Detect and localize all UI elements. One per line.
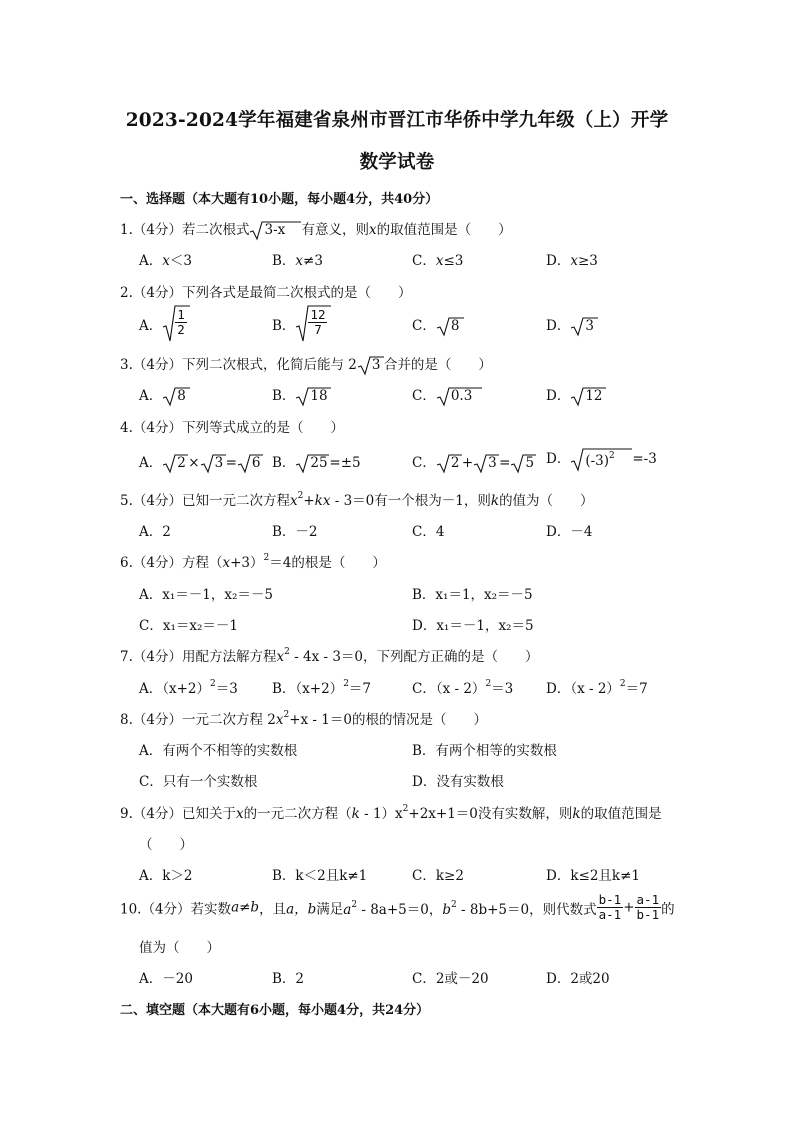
question-9-bracket: （ ） — [139, 837, 193, 853]
question-4: 4.（4分）下列等式成立的是（ ） — [120, 420, 344, 436]
q5-option-c[interactable]: C．4 — [412, 524, 445, 540]
q3-option-b[interactable]: B． 18 — [272, 384, 331, 407]
q7-option-b[interactable]: B．$(x+2)^2=7$ — [272, 679, 372, 697]
q9-option-c[interactable]: C．k≥2 — [412, 868, 464, 884]
q9-option-a[interactable]: A．k＞2 — [139, 868, 193, 884]
q6-option-d[interactable]: D．x₁＝－1，x₂＝5 — [412, 618, 534, 634]
q1-option-c[interactable]: C．x≤3 — [412, 253, 464, 269]
q3-option-c[interactable]: C． 0.3 — [412, 384, 482, 407]
q10-option-c[interactable]: C．2或－20 — [412, 971, 489, 987]
q3-option-a[interactable]: A． 8 — [139, 384, 190, 407]
q1-option-d[interactable]: D．x≥3 — [546, 253, 598, 269]
question-2: 2.（4分）下列各式是最简二次根式的是（ ） — [120, 285, 412, 301]
question-9: 9.（4分）已知关于x的一元二次方程$(k - 1)x^2+2x+1=0$没有实数解，则k的取值范围是 — [120, 804, 662, 822]
exam-title-line2: 数学试卷 — [359, 152, 435, 173]
q7-option-d[interactable]: D．（x - 2）$^2$＝7 — [546, 679, 648, 697]
q9-option-b[interactable]: B．k＜2且k≠1 — [272, 868, 368, 884]
q4-option-d[interactable]: D． $(-3)^2$ =-3 — [546, 450, 657, 469]
q2-option-d[interactable]: D． 3 — [546, 314, 598, 337]
radical-sign: 3-x — [249, 221, 301, 241]
q10-option-d[interactable]: D．2或20 — [546, 971, 610, 987]
exam-title-line1: 2023-2024学年福建省泉州市晋江市华侨中学九年级（上）开学 — [125, 110, 669, 131]
question-10-continuation: 值为（ ） — [139, 940, 220, 956]
question-7: 7.（4分）用配方法解方程$x^2 - 4x - 3=0$，下列配方正确的是（ ） — [120, 647, 539, 665]
q5-option-a[interactable]: A．2 — [139, 524, 171, 540]
question-1: 1.（4分）若二次根式 3-x 有意义，则x的取值范围是（ ） — [120, 218, 512, 241]
fraction: $\frac{b-1}{a-1}$ — [598, 892, 622, 922]
q10-option-a[interactable]: A．－20 — [139, 971, 193, 987]
q5-option-b[interactable]: B．－2 — [272, 524, 318, 540]
question-5: 5.（4分）已知一元二次方程$x^2+kx - 3=0$有一个根为－1，则k的值为（ ） — [120, 491, 594, 509]
q9-option-d[interactable]: D．k≤2且k≠1 — [546, 868, 640, 884]
q7-option-a[interactable]: A．$(x+2)^2=3$ — [139, 679, 238, 697]
q6-option-b[interactable]: B．x₁＝1，x₂＝－5 — [412, 587, 533, 603]
q1-option-b[interactable]: B．x≠3 — [272, 253, 323, 269]
q6-option-a[interactable]: A．x₁＝－1，x₂＝－5 — [139, 587, 273, 603]
q3-option-d[interactable]: D． 12 — [546, 384, 606, 407]
question-3: 3.（4分）下列二次根式，化简后能与 2 3 合并的是（ ） — [120, 356, 492, 373]
q2-option-b[interactable]: B． $\frac{12}{7}$ — [272, 305, 331, 343]
q8-option-b[interactable]: B．有两个相等的实数根 — [412, 743, 557, 759]
question-8: 8.（4分）一元二次方程 $2x^2+x - 1=0$的根的情况是（ ） — [120, 710, 487, 728]
radical-sign: $\frac{12}{7}$ — [295, 305, 331, 343]
radical-sign: $\frac{1}{2}$ — [162, 305, 190, 343]
q2-option-a[interactable]: A． $\frac{1}{2}$ — [139, 305, 190, 343]
fraction: $\frac{a-1}{b-1}$ — [636, 892, 660, 922]
section-heading-fill-in: 二、填空题（本大题有6小题，每小题4分，共24分） — [120, 1003, 430, 1018]
section-heading-choice: 一、选择题（本大题有10小题，每小题4分，共40分） — [120, 192, 439, 207]
q1-option-a[interactable]: A．x＜3 — [139, 253, 192, 269]
q8-option-d[interactable]: D．没有实数根 — [412, 774, 504, 790]
q7-option-c[interactable]: C．（x - 2）$^2$＝3 — [412, 679, 514, 697]
q2-option-c[interactable]: C． 8 — [412, 314, 464, 337]
q6-option-c[interactable]: C．x₁＝x₂＝－1 — [139, 618, 238, 634]
q4-option-c[interactable]: C． 2 + 3 = 5 — [412, 451, 536, 474]
q8-option-a[interactable]: A．有两个不相等的实数根 — [139, 743, 298, 759]
q4-option-b[interactable]: B． 25 =±5 — [272, 454, 361, 471]
question-6: 6.（4分）方程$(x+3)^2=4$的根是（ ） — [120, 553, 386, 571]
q10-option-b[interactable]: B．2 — [272, 971, 305, 987]
q5-option-d[interactable]: D．－4 — [546, 524, 593, 540]
q4-option-a[interactable]: A． 2 × 3 = 6 — [139, 451, 263, 474]
q8-option-c[interactable]: C．只有一个实数根 — [139, 774, 258, 790]
question-10: 10.（4分）若实数a≠b，且a，b满足$a^2 - 8a+5=0$，$b^2 - 8b+5=0$，则代数式 $\frac{b-1}{a-1}$ + $\frac{a-1}{b-1}$ 的 — [120, 892, 675, 922]
